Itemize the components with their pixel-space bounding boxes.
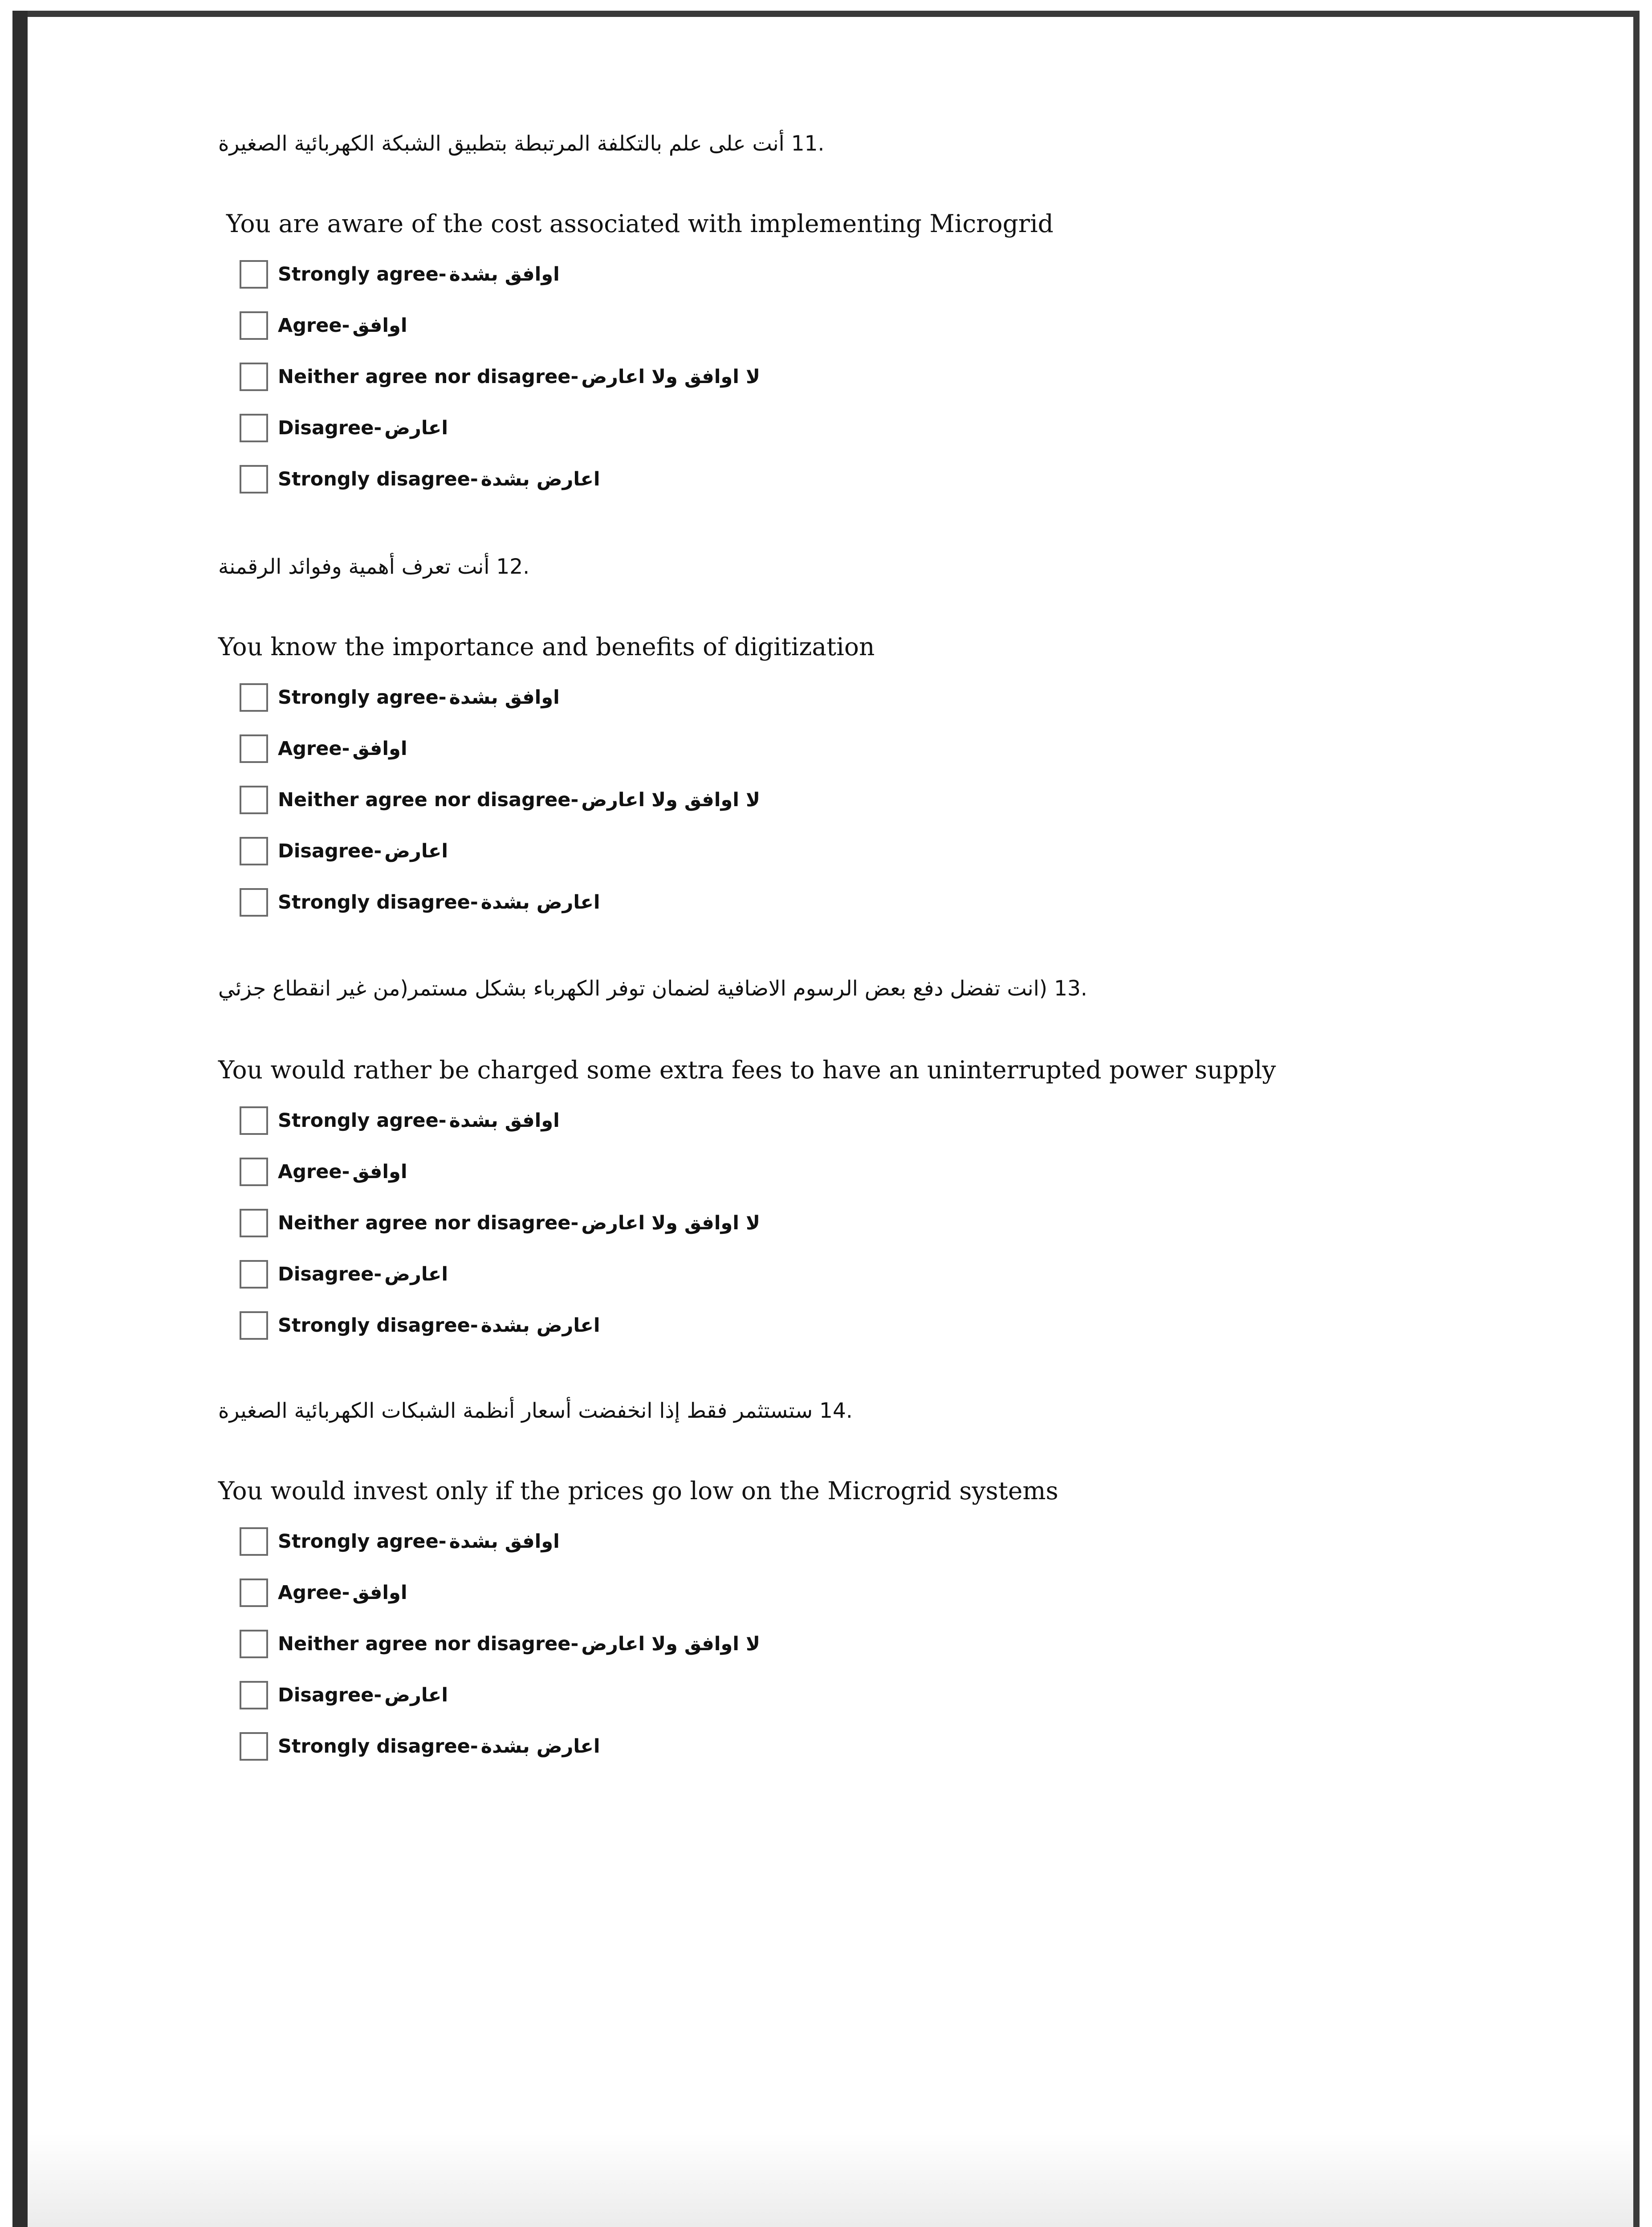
question-number: 14. (819, 1399, 853, 1423)
option-label-english: Disagree- (278, 840, 382, 862)
option-label-arabic: اعارض بشدة (480, 468, 600, 490)
option-label (278, 891, 600, 914)
option-label-arabic: لا اوافق ولا اعارض (581, 1212, 760, 1234)
option-label-arabic: لا اوافق ولا اعارض (581, 366, 760, 388)
option-row[interactable] (240, 733, 407, 765)
option-row[interactable] (240, 1309, 600, 1342)
question-11-arabic (218, 131, 824, 156)
option-label (278, 263, 560, 286)
question-number: 11. (791, 131, 825, 156)
option-label-english: Strongly disagree- (278, 1735, 478, 1758)
option-label-arabic: اوافق بشدة (449, 1530, 560, 1553)
option-label-english: Strongly disagree- (278, 468, 478, 490)
option-checkbox[interactable] (240, 888, 268, 917)
option-row[interactable] (240, 835, 448, 867)
option-label-arabic: لا اوافق ولا اعارض (581, 1633, 760, 1655)
option-checkbox[interactable] (240, 1311, 268, 1340)
option-label-arabic: اوافق (352, 1161, 407, 1183)
question-arabic-text: أنت على علم بالتكلفة المرتبطة بتطبيق الشبكة الكهربائية الصغيرة (218, 131, 785, 156)
question-12-arabic (218, 555, 529, 579)
option-label-english: Neither agree nor disagree- (278, 366, 579, 388)
question-13-english: You would rather be charged some extra fees to have an uninterrupted power supply (218, 1056, 1276, 1084)
option-checkbox[interactable] (240, 414, 268, 442)
option-label (278, 738, 407, 760)
option-label-english: Neither agree nor disagree- (278, 789, 579, 811)
option-label-english: Strongly agree- (278, 686, 447, 709)
option-row[interactable] (240, 310, 407, 342)
option-row[interactable] (240, 258, 560, 290)
option-label-english: Neither agree nor disagree- (278, 1212, 579, 1234)
option-label-arabic: اعارض (384, 417, 448, 439)
question-number: 12. (496, 555, 530, 579)
option-checkbox[interactable] (240, 311, 268, 340)
question-13-arabic (218, 976, 1087, 1001)
option-checkbox[interactable] (240, 260, 268, 289)
option-checkbox[interactable] (240, 1527, 268, 1556)
option-label-english: Strongly disagree- (278, 891, 478, 914)
option-checkbox[interactable] (240, 1158, 268, 1186)
option-row[interactable] (240, 1105, 560, 1137)
option-label-english: Agree- (278, 738, 350, 760)
option-label-arabic: اعارض (384, 1684, 448, 1706)
option-label-arabic: اوافق (352, 1582, 407, 1604)
option-label (278, 1109, 560, 1132)
option-row[interactable] (240, 681, 560, 714)
option-label (278, 1161, 407, 1183)
option-label-arabic: اعارض بشدة (480, 891, 600, 914)
option-label (278, 686, 560, 709)
option-checkbox[interactable] (240, 363, 268, 391)
option-row[interactable] (240, 412, 448, 444)
question-11-english: You are aware of the cost associated with implementing Microgrid (226, 209, 1054, 238)
question-arabic-text: أنت تعرف أهمية وفوائد الرقمنة (218, 555, 490, 579)
option-checkbox[interactable] (240, 1106, 268, 1135)
option-row[interactable] (240, 1525, 560, 1558)
option-label-english: Agree- (278, 1161, 350, 1183)
option-row[interactable] (240, 1156, 407, 1188)
option-row[interactable] (240, 1577, 407, 1609)
option-label-arabic: اعارض (384, 1263, 448, 1285)
option-checkbox[interactable] (240, 1732, 268, 1761)
option-row[interactable] (240, 1628, 760, 1660)
option-row[interactable] (240, 1258, 448, 1290)
option-label (278, 1530, 560, 1553)
question-arabic-text: (انت تفضل دفع بعض الرسوم الاضافية لضمان توفر الكهرباء بشكل مستمر(من غير انقطاع جزئي (218, 976, 1048, 1001)
question-12-english: You know the importance and benefits of digitization (218, 632, 875, 661)
option-label (278, 366, 760, 388)
option-label-arabic: اوافق بشدة (449, 1109, 560, 1132)
option-label-english: Agree- (278, 1582, 350, 1604)
option-label (278, 1633, 760, 1655)
option-checkbox[interactable] (240, 837, 268, 865)
option-row[interactable] (240, 1207, 760, 1239)
option-label-arabic: لا اوافق ولا اعارض (581, 789, 760, 811)
option-label-arabic: اوافق (352, 738, 407, 760)
option-row[interactable] (240, 1730, 600, 1762)
option-label-english: Strongly agree- (278, 263, 447, 286)
option-row[interactable] (240, 886, 600, 918)
question-14-english: You would invest only if the prices go low on the Microgrid systems (218, 1477, 1058, 1505)
option-label-arabic: اعارض بشدة (480, 1314, 600, 1337)
option-checkbox[interactable] (240, 786, 268, 814)
option-label-english: Disagree- (278, 1263, 382, 1285)
question-14-arabic (218, 1399, 853, 1423)
option-label-arabic: اوافق بشدة (449, 263, 560, 286)
option-label-arabic: اعارض بشدة (480, 1735, 600, 1758)
question-number: 13. (1054, 976, 1087, 1001)
option-checkbox[interactable] (240, 1630, 268, 1658)
option-label (278, 1212, 760, 1234)
option-label-english: Strongly agree- (278, 1109, 447, 1132)
option-label (278, 1582, 407, 1604)
option-label (278, 1263, 448, 1285)
option-checkbox[interactable] (240, 1681, 268, 1709)
question-arabic-text: ستستثمر فقط إذا انخفضت أسعار أنظمة الشبكات الكهربائية الصغيرة (218, 1399, 813, 1423)
option-label (278, 1735, 600, 1758)
option-label-english: Strongly agree- (278, 1530, 447, 1553)
option-row[interactable] (240, 1679, 448, 1711)
option-label-english: Disagree- (278, 417, 382, 439)
option-label-arabic: اعارض (384, 840, 448, 862)
option-label (278, 1314, 600, 1337)
option-label-arabic: اوافق (352, 314, 407, 337)
option-label (278, 789, 760, 811)
option-label (278, 314, 407, 337)
option-checkbox[interactable] (240, 1260, 268, 1289)
option-label (278, 468, 600, 490)
option-checkbox[interactable] (240, 683, 268, 712)
option-label (278, 840, 448, 862)
option-checkbox[interactable] (240, 1578, 268, 1607)
option-label (278, 417, 448, 439)
option-checkbox[interactable] (240, 734, 268, 763)
option-checkbox[interactable] (240, 465, 268, 494)
option-label-arabic: اوافق بشدة (449, 686, 560, 709)
option-label-english: Neither agree nor disagree- (278, 1633, 579, 1655)
option-row[interactable] (240, 361, 760, 393)
option-row[interactable] (240, 463, 600, 495)
option-row[interactable] (240, 784, 760, 816)
option-label-english: Disagree- (278, 1684, 382, 1706)
option-checkbox[interactable] (240, 1209, 268, 1237)
option-label-english: Strongly disagree- (278, 1314, 478, 1337)
option-label-english: Agree- (278, 314, 350, 337)
option-label (278, 1684, 448, 1706)
